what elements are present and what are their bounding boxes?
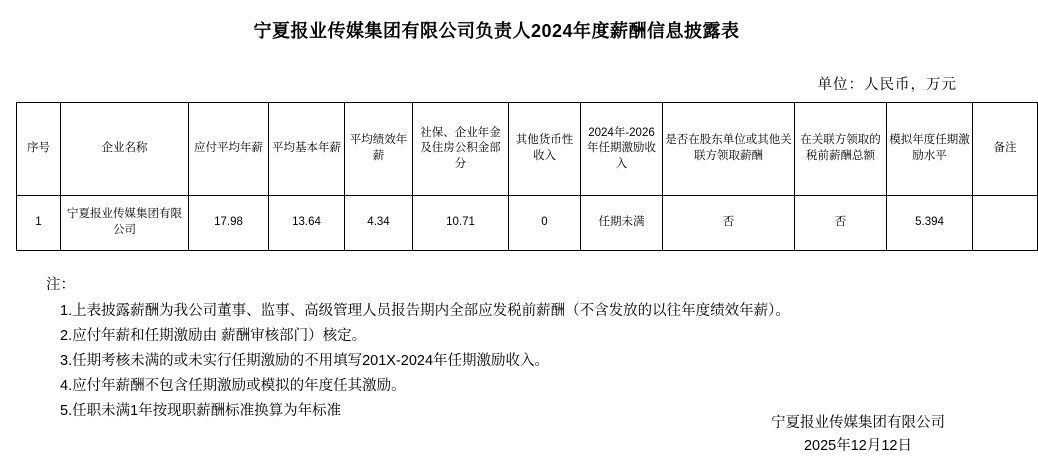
column-header-remark: 备注 [973,103,1038,196]
cell-avg-performance-annual: 4.34 [345,196,413,251]
signature-date: 2025年12月12日 [803,437,912,454]
column-header-index: 序号 [17,103,61,196]
column-header-paid-by-shareholder: 是否在股东单位或其他关联方领取薪酬 [663,103,795,196]
cell-other-monetary-income: 0 [509,196,581,251]
cell-remark [973,196,1038,251]
cell-term-incentive-income: 任期未满 [581,196,663,251]
cell-company: 宁夏报业传媒集团有限公司 [61,196,189,251]
notes-section [0,251,993,424]
column-header-company: 企业名称 [61,103,189,196]
signature-block [771,412,945,458]
note-item: 5.任职未满1年按现职薪酬标准换算为年标准 [60,402,342,419]
page-title: 宁夏报业传媒集团有限公司负责人2024年度薪酬信息披露表 [253,21,740,41]
column-header-avg-performance-annual: 平均绩效年薪 [345,103,413,196]
column-header-term-incentive-income: 2024年-2026年任期激励收入 [581,103,663,196]
column-header-other-monetary-income: 其他货币性收入 [509,103,581,196]
salary-table-container [0,94,1017,251]
cell-avg-basic-annual: 13.64 [269,196,345,251]
column-header-avg-payable-annual: 应付平均年薪 [189,103,269,196]
cell-avg-payable-annual: 17.98 [189,196,269,251]
cell-related-party-pretax-total: 否 [795,196,887,251]
column-header-avg-basic-annual: 平均基本年薪 [269,103,345,196]
column-header-related-party-pretax-total: 在关联方领取的税前薪酬总额 [795,103,887,196]
column-header-simulated-term-incentive: 模拟年度任期激励水平 [887,103,973,196]
cell-index: 1 [17,196,61,251]
note-item: 2.应付年薪和任期激励由 薪酬审核部门）核定。 [60,327,367,344]
note-item: 3.任期考核未满的或未实行任期激励的不用填写201X-2024年任期激励收入。 [60,352,550,369]
note-item: 4.应付年薪酬不包含任期激励或模拟的年度任其激励。 [60,377,406,394]
signature-company: 宁夏报业传媒集团有限公司 [771,414,945,431]
table-row [17,196,1038,251]
note-item: 1.上表披露薪酬为我公司董事、监事、高级管理人员报告期内全部应发税前薪酬（不含发放的以往年度绩效年薪）。 [60,302,790,319]
cell-simulated-term-incentive: 5.394 [887,196,973,251]
table-header-row [17,103,1038,196]
unit-note: 单位：人民币，万元 [817,77,957,93]
notes-heading: 注： [46,277,75,293]
cell-paid-by-shareholder: 否 [663,196,795,251]
cell-social-insurance-fund: 10.71 [413,196,509,251]
column-header-social-insurance-fund: 社保、企业年金及住房公积金部分 [413,103,509,196]
salary-disclosure-table [16,102,1038,251]
